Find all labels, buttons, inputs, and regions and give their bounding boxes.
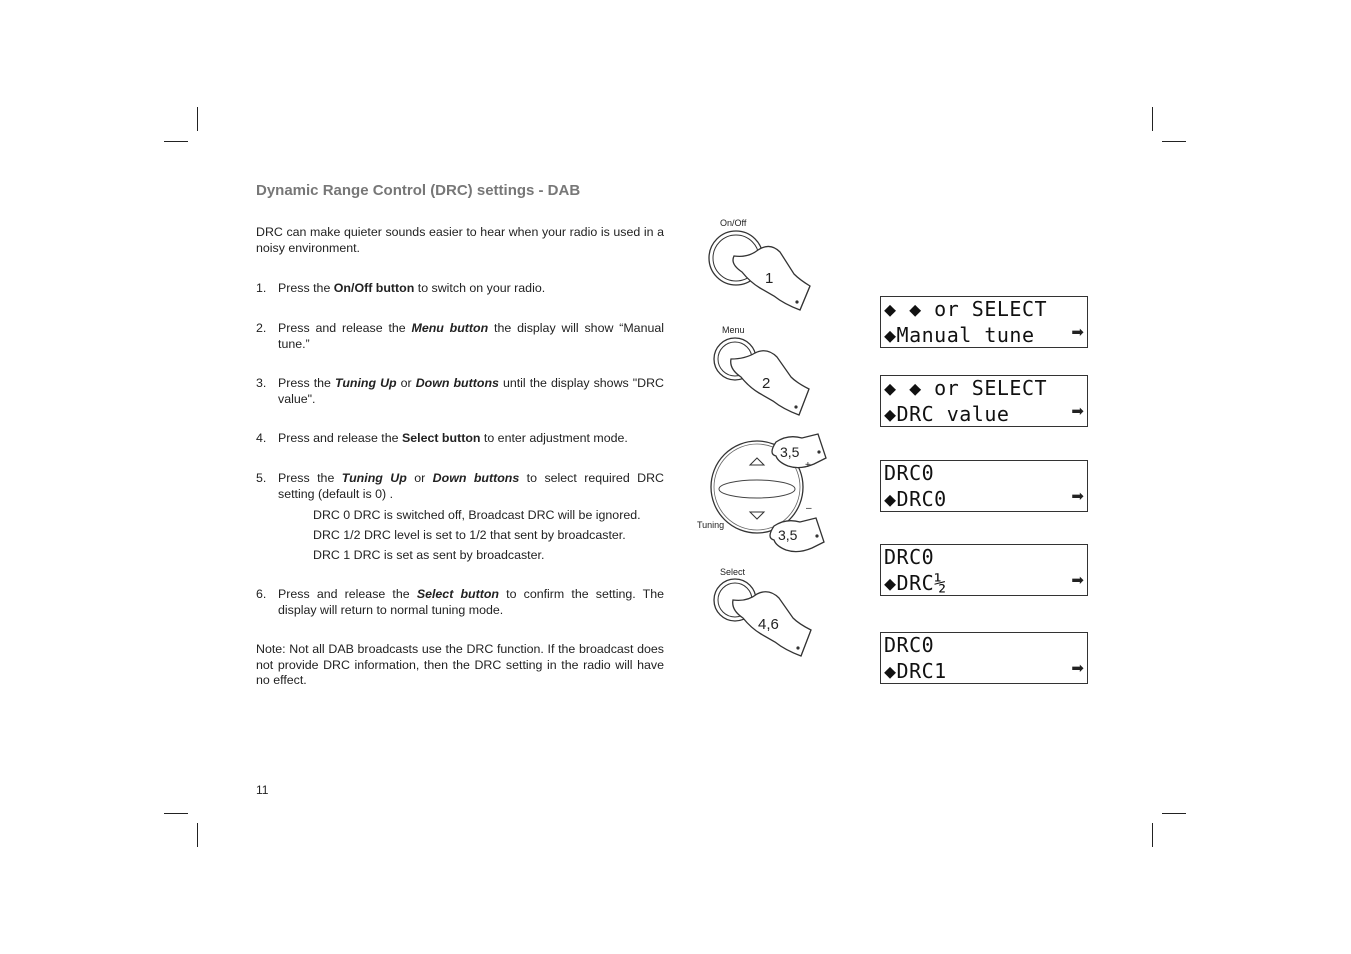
page-number: 11 [256,783,269,797]
step-2: 2. Press and release the Menu button the display will show “Manual tune.” [256,321,664,351]
right-arrow-icon: ➡ [1071,659,1084,677]
step-callout: 1 [765,270,774,287]
lcd-display [880,296,1088,348]
step-number: 3. [256,376,267,390]
minus-sign: – [806,503,812,514]
lcd-line-1: ◆ ◆ or SELECT [884,297,1048,321]
step-number: 5. [256,471,267,485]
note-paragraph: Note: Not all DAB broadcasts use the DRC function. If the broadcast does not provide DRC information, then the DRC setting in the radio will have no effect. [256,642,664,687]
step-3: 3. Press the Tuning Up or Down buttons until the display shows "DRC value". [256,376,664,406]
onoff-button-illustration [700,228,820,313]
step-callout: 4,6 [758,616,779,633]
step-callout: 3,5 [780,444,800,460]
lcd-line-2: ◆DRC0 [884,487,947,511]
plus-sign: + [805,460,811,471]
step-5: 5. Press the Tuning Up or Down buttons to select required DRC setting (default is 0) . [256,471,664,501]
step-6: 6. Press and release the Select button to confirm the setting. The display will return to normal tuning mode. [256,587,664,617]
menu-label: Menu [722,325,745,335]
lcd-line-1: DRC0 [884,461,935,485]
section-title: Dynamic Range Control (DRC) settings - DAB [256,182,581,199]
right-arrow-icon: ➡ [1071,323,1084,341]
lcd-line-1: DRC0 [884,545,935,569]
crop-mark [1162,813,1186,814]
drc-option-half: DRC 1/2 DRC level is set to 1/2 that sent by broadcaster. [313,528,626,542]
onoff-label: On/Off [720,218,747,228]
step-number: 6. [256,587,267,601]
lcd-display [880,375,1088,427]
right-arrow-icon: ➡ [1071,487,1084,505]
lcd-line-2: ◆DRC value [884,402,1010,426]
right-arrow-icon: ➡ [1071,571,1084,589]
select-label: Select [720,567,746,577]
right-arrow-icon: ➡ [1071,402,1084,420]
lcd-display [880,460,1088,512]
step-number: 1. [256,281,267,295]
crop-mark [197,107,198,131]
drc-option-0: DRC 0 DRC is switched off, Broadcast DRC will be ignored. [313,508,641,522]
step-4: 4. Press and release the Select button to enter adjustment mode. [256,431,628,445]
crop-mark [164,141,188,142]
lcd-line-1: DRC0 [884,633,935,657]
step-callout: 3,5 [778,527,798,543]
tuning-dial-illustration [698,430,833,555]
crop-mark [1152,823,1153,847]
crop-mark [197,823,198,847]
lcd-line-2: ◆DRC1 [884,659,947,683]
lcd-line-2: ◆DRC½ [884,571,947,595]
crop-mark [164,813,188,814]
crop-mark [1152,107,1153,131]
step-number: 4. [256,431,267,445]
lcd-display [880,632,1088,684]
lcd-line-1: ◆ ◆ or SELECT [884,376,1048,400]
lcd-line-2: ◆Manual tune [884,323,1035,347]
intro-paragraph: DRC can make quieter sounds easier to hear when your radio is used in a noisy environment. [256,225,664,255]
tuning-label: Tuning [697,520,725,530]
crop-mark [1162,141,1186,142]
step-number: 2. [256,321,267,335]
step-callout: 2 [762,375,771,392]
drc-option-1: DRC 1 DRC is set as sent by broadcaster. [313,548,545,562]
lcd-display [880,544,1088,596]
step-1: 1. Press the On/Off button to switch on your radio. [256,281,546,295]
